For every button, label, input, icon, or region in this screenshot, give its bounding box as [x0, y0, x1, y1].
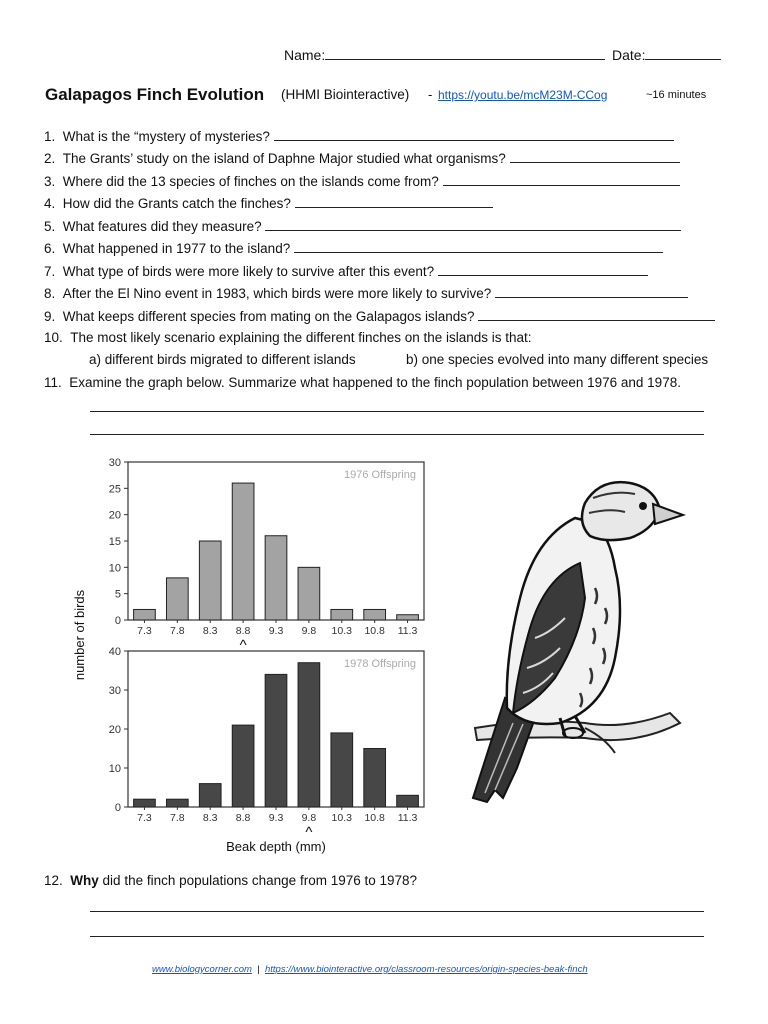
- option-a: a) different birds migrated to different islands: [89, 352, 356, 367]
- x-tick-label: 10.8: [364, 625, 385, 637]
- question-number: 1.: [44, 129, 56, 144]
- question-12: [44, 873, 417, 888]
- question-9: [44, 309, 715, 325]
- bar-11.3: [397, 795, 419, 807]
- answer-line[interactable]: [90, 434, 704, 435]
- bar-7.3: [134, 609, 156, 620]
- bar-10.8: [364, 609, 386, 620]
- question-text: What is the “mystery of mysteries?: [62, 129, 270, 144]
- x-tick-label: 8.3: [202, 625, 218, 637]
- title-dash: -: [428, 87, 433, 102]
- bar-9.8: [298, 567, 320, 620]
- bar-9.8: [298, 663, 320, 807]
- bar-11.3: [397, 615, 419, 620]
- bar-8.3: [199, 541, 221, 620]
- x-tick-label: 7.8: [170, 812, 185, 824]
- x-tick-label: 8.8: [235, 625, 251, 637]
- answer-blank[interactable]: [294, 241, 663, 253]
- question-1: [44, 129, 674, 145]
- x-tick-label: 9.3: [268, 625, 284, 637]
- question-6: [44, 241, 663, 257]
- x-tick-label: 7.3: [137, 625, 152, 637]
- bar-10.3: [331, 733, 353, 807]
- mean-marker: ^: [239, 637, 247, 654]
- answer-line[interactable]: [90, 936, 704, 937]
- bar-8.3: [199, 784, 221, 807]
- question-number: 10.: [44, 330, 63, 345]
- x-tick-label: 10.3: [331, 625, 352, 637]
- x-tick-label: 8.3: [202, 812, 218, 824]
- answer-blank[interactable]: [443, 174, 680, 186]
- answer-blank[interactable]: [274, 129, 674, 141]
- y-tick-label: 5: [114, 588, 121, 601]
- y-tick-label: 0: [114, 615, 121, 627]
- beak-depth-chart: [70, 450, 440, 860]
- question-number: 9.: [44, 309, 56, 324]
- x-tick-label: 11.3: [397, 625, 418, 637]
- answer-blank[interactable]: [495, 286, 688, 298]
- question-8: [44, 286, 688, 302]
- question-2: [44, 151, 680, 167]
- question-text: Examine the graph below. Summarize what happened to the finch population between 1976 and 1978.: [69, 375, 681, 390]
- answer-blank[interactable]: [265, 219, 681, 231]
- answer-blank[interactable]: [478, 309, 715, 321]
- question-4: [44, 196, 493, 212]
- date-label: Date:: [612, 47, 646, 63]
- page-title: Galapagos Finch Evolution: [45, 85, 265, 104]
- question-text: What type of birds were more likely to survive after this event?: [62, 264, 435, 279]
- question-3: [44, 174, 680, 190]
- x-tick-label: 7.8: [170, 625, 185, 637]
- question-number: 4.: [44, 196, 56, 211]
- finch-illustration: [465, 468, 695, 828]
- question-text: did the finch populations change from 1976 to 1978?: [98, 873, 418, 888]
- footer: [152, 964, 588, 975]
- x-tick-label: 9.8: [301, 625, 317, 637]
- bar-9.3: [265, 674, 287, 807]
- question-5: [44, 219, 681, 235]
- answer-line[interactable]: [90, 911, 704, 912]
- question-number: 11.: [44, 375, 62, 390]
- question-text: After the El Nino event in 1983, which birds were more likely to survive?: [62, 286, 492, 301]
- x-tick-label: 9.8: [301, 812, 317, 824]
- footer-link-biologycorner[interactable]: www.biologycorner.com: [152, 964, 252, 975]
- footer-separator: |: [257, 964, 260, 975]
- question-number: 3.: [44, 174, 56, 189]
- bar-8.8: [232, 725, 254, 807]
- bar-7.8: [166, 578, 188, 620]
- question-number: 2.: [44, 151, 56, 166]
- x-tick-label: 10.8: [364, 812, 385, 824]
- date-field[interactable]: [612, 47, 721, 63]
- question-number: 7.: [44, 264, 56, 279]
- name-field[interactable]: [284, 47, 605, 63]
- x-axis-label: Beak depth (mm): [226, 839, 326, 854]
- name-blank[interactable]: [325, 48, 605, 60]
- y-tick-label: 40: [108, 646, 121, 658]
- answer-blank[interactable]: [295, 196, 493, 208]
- y-tick-label: 25: [108, 483, 121, 496]
- bar-8.8: [232, 483, 254, 620]
- question-text: How did the Grants catch the finches?: [62, 196, 291, 211]
- option-b: b) one species evolved into many different species: [406, 352, 709, 367]
- name-label: Name:: [284, 47, 326, 63]
- question-number: 5.: [44, 219, 56, 234]
- date-blank[interactable]: [645, 48, 721, 60]
- y-tick-label: 0: [114, 802, 121, 814]
- bar-10.8: [364, 749, 386, 808]
- y-tick-label: 15: [108, 536, 121, 548]
- question-11: [44, 375, 681, 390]
- panel-title-2: 1978 Offspring: [344, 658, 416, 670]
- y-axis-label: number of birds: [72, 589, 87, 681]
- x-tick-label: 8.8: [235, 812, 251, 824]
- question-7: [44, 264, 648, 280]
- question-text: What features did they measure?: [62, 219, 262, 234]
- y-tick-label: 20: [108, 509, 121, 522]
- answer-blank[interactable]: [510, 151, 680, 163]
- bar-10.3: [331, 609, 353, 620]
- panel-title-1: 1976 Offspring: [344, 469, 416, 481]
- title-source: (HHMI Biointeractive): [281, 87, 410, 102]
- question-number: 8.: [44, 286, 56, 301]
- answer-line[interactable]: [90, 411, 704, 412]
- video-link[interactable]: https://youtu.be/mcM23M-CCog: [438, 88, 608, 102]
- bar-7.3: [134, 799, 156, 807]
- answer-blank[interactable]: [438, 264, 648, 276]
- duration: ~16 minutes: [646, 89, 707, 101]
- y-tick-label: 10: [108, 763, 121, 775]
- question-text: The most likely scenario explaining the different finches on the islands is that:: [70, 330, 532, 345]
- bar-7.8: [166, 799, 188, 807]
- x-tick-label: 10.3: [331, 812, 352, 824]
- footer-link-biointeractive[interactable]: https://www.biointeractive.org/classroom-resources/origin-species-beak-finch: [265, 964, 588, 975]
- question-number: 6.: [44, 241, 56, 256]
- y-tick-label: 30: [108, 457, 121, 469]
- question-number: 12.: [44, 873, 63, 888]
- question-text: What happened in 1977 to the island?: [62, 241, 291, 256]
- y-tick-label: 10: [108, 562, 121, 575]
- y-tick-label: 30: [108, 685, 121, 697]
- x-tick-label: 7.3: [137, 812, 152, 824]
- x-tick-label: 9.3: [268, 812, 284, 824]
- question-10: [44, 330, 532, 346]
- y-tick-label: 20: [108, 724, 121, 736]
- x-tick-label: 11.3: [397, 812, 418, 824]
- mean-marker: ^: [305, 824, 313, 841]
- question-text: The Grants’ study on the island of Daphne Major studied what organisms?: [62, 151, 506, 166]
- question-text: Where did the 13 species of finches on the islands come from?: [62, 174, 439, 189]
- question-text: What keeps different species from mating on the Galapagos islands?: [62, 309, 475, 324]
- bar-9.3: [265, 536, 287, 620]
- question-emphasis: Why: [70, 873, 99, 888]
